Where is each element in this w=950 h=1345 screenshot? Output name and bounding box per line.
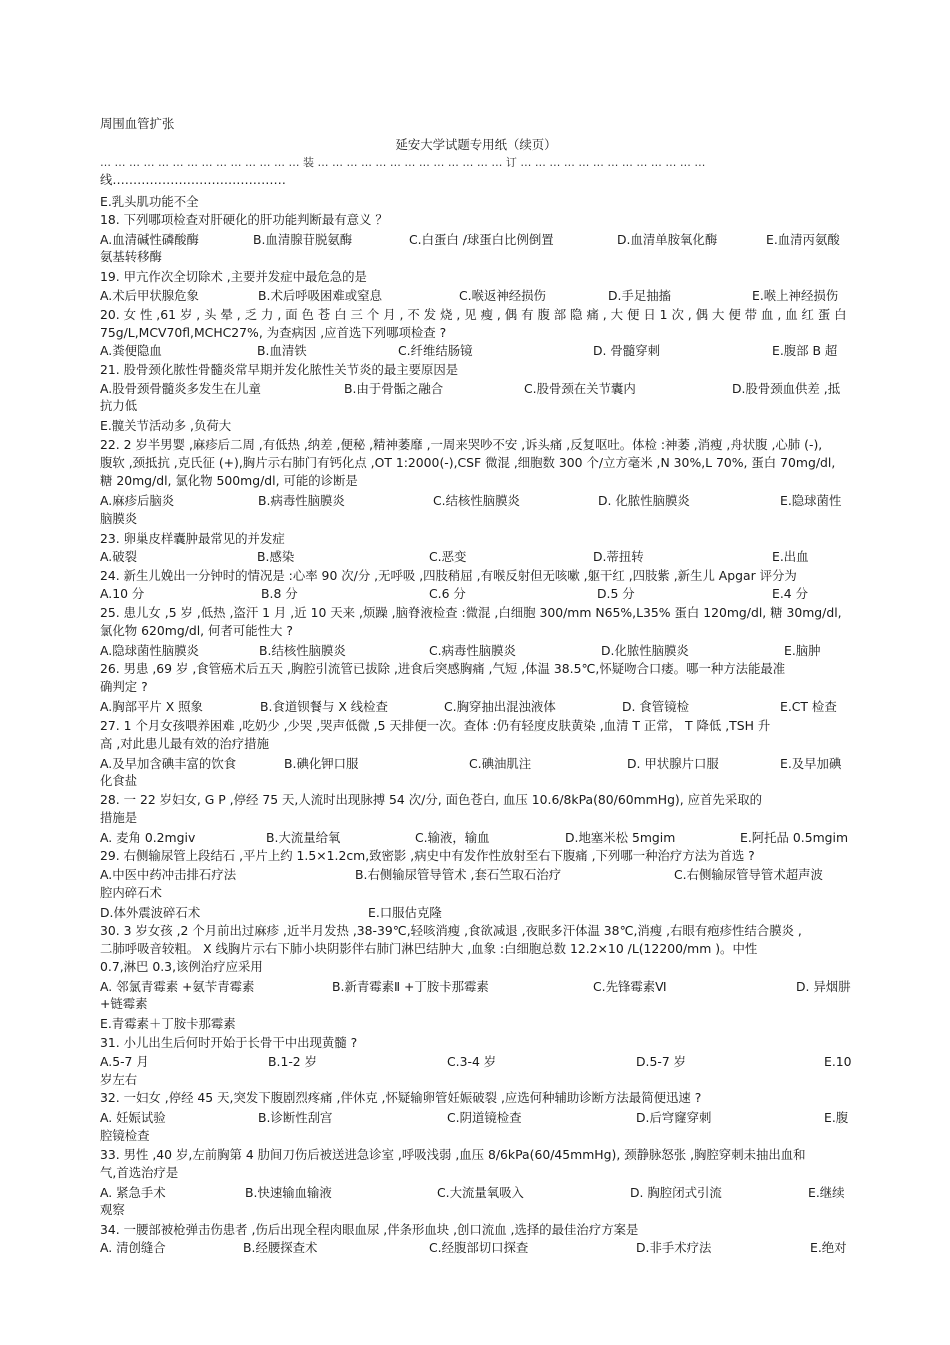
option: A.破裂	[100, 549, 137, 564]
option: C.股骨颈在关节囊内	[524, 381, 636, 396]
option: C.纤维结肠镜	[398, 343, 473, 358]
question-30: 30. 3 岁女孩 ,2 个月前出过麻疹 ,近半月发热 ,38-39℃,轻咳消瘦 ,食欲减退 ,夜眠多汗体温 38℃,消瘦 ,右眼有疱疹性结合膜炎 ,	[100, 923, 802, 938]
option: A. 邻氯青霉素 +氨苄青霉素	[100, 979, 255, 994]
option: B.1-2 岁	[268, 1054, 318, 1069]
text-line: E.髋关节活动多 ,负荷大	[100, 418, 232, 433]
question-20: 20. 女 性 ,61 岁 , 头 晕 , 乏 力 , 面 色 苍 白 三 个 月 , 不 发 烧 , 见 瘦 , 偶 有 腹 部 隐 痛 , 大 便 日 1 次 , 偶 大 便 带 血 , 血 红 蛋 白	[100, 307, 847, 322]
option: A.麻疹后脑炎	[100, 493, 175, 508]
option: B.快速输血输液	[245, 1185, 332, 1200]
option: D.5 分	[597, 586, 635, 601]
option: A. 清创缝合	[100, 1240, 166, 1255]
text-line: 脑膜炎	[100, 511, 138, 526]
question-32: 32. 一妇女 ,停经 45 天,突发下腹剧烈疼痛 ,伴休克 ,怀疑输卵管妊娠破裂 ,应选何种辅助诊断方法最简便迅速 ?	[100, 1090, 702, 1105]
text-line: 措施是	[100, 810, 138, 825]
option: C.碘油肌注	[469, 756, 532, 771]
text-line: 腔内碎石术	[100, 885, 162, 900]
option: E.腹	[824, 1110, 849, 1125]
text-line: 高 ,对此患儿最有效的治疗措施	[100, 736, 269, 751]
options-26	[100, 698, 852, 715]
option: E.CT 检查	[780, 699, 837, 714]
options-32	[100, 1109, 852, 1126]
option: D. 化脓性脑膜炎	[598, 493, 690, 508]
option: B.碘化钾口服	[284, 756, 359, 771]
question-31: 31. 小儿出生后何时开始于长骨干中出现黄髓 ?	[100, 1035, 358, 1050]
option: C.阴道镜检查	[447, 1110, 522, 1125]
options-24	[100, 585, 852, 602]
option: E.喉上神经损伤	[752, 288, 839, 303]
option: B.由于骨骺之融合	[344, 381, 444, 396]
option: E.血清丙氨酸	[766, 232, 840, 247]
options-29-line2	[100, 904, 852, 921]
option: A.5-7 月	[100, 1054, 149, 1069]
text-line: E.青霉素＋丁胺卡那霉素	[100, 1016, 236, 1031]
option: A.及早加含碘丰富的饮食	[100, 756, 237, 771]
text-line: 抗力低	[100, 398, 138, 413]
option: A.血清碱性磷酸酶	[100, 232, 199, 247]
option: E.腹部 B 超	[772, 343, 838, 358]
option: D. 甲状腺片口服	[627, 756, 719, 771]
option: D.化脓性脑膜炎	[601, 643, 689, 658]
option: D.体外震波碎石术	[100, 905, 201, 920]
option: A. 紧急手术	[100, 1185, 166, 1200]
option: B.新青霉素Ⅱ +丁胺卡那霉素	[332, 979, 489, 994]
option: C.喉返神经损伤	[459, 288, 546, 303]
option: D.血清单胺氧化酶	[617, 232, 718, 247]
option: D. 食管镜检	[622, 699, 689, 714]
option: A. 妊娠试验	[100, 1110, 166, 1125]
option: D.5-7 岁	[636, 1054, 687, 1069]
option: E.及早加碘	[780, 756, 842, 771]
option: C.3-4 岁	[447, 1054, 497, 1069]
option: D.后穹窿穿刺	[636, 1110, 712, 1125]
option: A.隐球菌性脑膜炎	[100, 643, 199, 658]
option: C.大流量氧吸入	[437, 1185, 524, 1200]
options-34	[100, 1239, 852, 1256]
option: D. 异烟肼	[796, 979, 851, 994]
text-line: 确判定 ?	[100, 679, 148, 694]
option: B.血清腺苷脱氨酶	[253, 232, 353, 247]
option: B.食道钡餐与 X 线检查	[260, 699, 388, 714]
option: C.经腹部切口探查	[429, 1240, 529, 1255]
question-28: 28. 一 22 岁妇女, G P ,停经 75 天,人流时出现脉搏 54 次/分, 面色苍白, 血压 10.6/8kPa(80/60mmHg), 应首先采取的	[100, 792, 762, 807]
text-line: 气,首选治疗是	[100, 1165, 179, 1180]
text-line: 氯化物 620mg/dl, 何者可能性大 ?	[100, 623, 293, 638]
text-line: 腔镜检查	[100, 1128, 150, 1143]
option: C.病毒性脑膜炎	[429, 643, 516, 658]
text-line: 线……………………………………	[100, 172, 286, 187]
options-29	[100, 866, 852, 883]
option: B.大流量给氧	[266, 830, 341, 845]
options-33	[100, 1184, 852, 1201]
text-line: 二肺呼吸音较粗。 X 线胸片示右下肺小块阴影伴右肺门淋巴结肿大 ,血象 :白细胞总数 12.2×10 /L(12200/mm )。中性	[100, 941, 758, 956]
options-21	[100, 380, 852, 397]
question-19: 19. 甲亢作次全切除术 ,主要并发症中最危急的是	[100, 269, 367, 284]
text-line: +链霉素	[100, 996, 148, 1011]
option: E.绝对	[810, 1240, 847, 1255]
binding-line: … … … … … … … … … … … … … … 装 … … … … … … … … … … … … … 订 … … … … … … … … … … … … …	[100, 156, 706, 169]
option: B.结核性脑膜炎	[259, 643, 346, 658]
question-22: 22. 2 岁半男婴 ,麻疹后二周 ,有低热 ,纳差 ,便秘 ,精神萎靡 ,一周来哭吵不安 ,诉头痛 ,反复呕吐。体检 :神萎 ,消瘦 ,舟状腹 ,心肺 (-),	[100, 437, 823, 452]
option: E.继续	[808, 1185, 845, 1200]
options-30	[100, 978, 852, 995]
question-21: 21. 股骨颈化脓性骨髓炎常早期并发化脓性关节炎的最主要原因是	[100, 362, 459, 377]
option: E.10	[824, 1054, 852, 1069]
option: A.10 分	[100, 586, 145, 601]
options-28	[100, 829, 852, 846]
option: B.血清铁	[257, 343, 307, 358]
option: D.股骨颈血供差 ,抵	[732, 381, 841, 396]
text-line: 氨基转移酶	[100, 249, 162, 264]
question-34: 34. 一腰部被枪弹击伤患者 ,伤后出现全程肉眼血尿 ,伴条形血块 ,创口流血 ,选择的最佳治疗方案是	[100, 1222, 639, 1237]
option: D.蒂扭转	[593, 549, 644, 564]
option: E.脑肿	[784, 643, 821, 658]
text-line: 0.7,淋巴 0.3,该例治疗应采用	[100, 959, 263, 974]
option: E.4 分	[772, 586, 808, 601]
option: E.出血	[772, 549, 809, 564]
question-26: 26. 男患 ,69 岁 ,食管癌术后五天 ,胸腔引流管已拔除 ,进食后突感胸痛 ,气短 ,体温 38.5℃,怀疑吻合口瘘。哪一种方法能最准	[100, 661, 786, 676]
option: B.经腰探查术	[243, 1240, 318, 1255]
options-20	[100, 342, 852, 359]
options-27	[100, 755, 852, 772]
text-line: 观察	[100, 1202, 125, 1217]
question-18: 18. 下列哪项检查对肝硬化的肝功能判断最有意义 ？	[100, 212, 388, 227]
text-line: 化食盐	[100, 773, 138, 788]
text-line: 岁左右	[100, 1072, 138, 1087]
option: C.结核性脑膜炎	[433, 493, 520, 508]
option: B.诊断性刮宫	[258, 1110, 333, 1125]
option: B.感染	[257, 549, 295, 564]
question-25: 25. 患儿女 ,5 岁 ,低热 ,盗汗 1 月 ,近 10 天来 ,烦躁 ,脑脊液检查 :微混 ,白细胞 300/mm N65%,L35% 蛋白 120mg/dl, 糖 30mg/dl,	[100, 605, 842, 620]
option: E.口服估克隆	[368, 905, 442, 920]
option: A.胸部平片 X 照象	[100, 699, 203, 714]
options-23	[100, 548, 852, 565]
option: C.6 分	[429, 586, 466, 601]
question-33: 33. 男性 ,40 岁,左前胸第 4 肋间刀伤后被送进急诊室 ,呼吸浅弱 ,血压 8/6kPa(60/45mmHg), 颈静脉怒张 ,胸腔穿刺未抽出血和	[100, 1147, 806, 1162]
option: A.中医中药冲击排石疗法	[100, 867, 237, 882]
option: A.股骨颈骨髓炎多发生在儿童	[100, 381, 261, 396]
option: D. 骨髓穿刺	[593, 343, 660, 358]
option: C.右侧输尿管导管术超声波	[674, 867, 823, 882]
text-line: 周围血管扩张	[100, 116, 175, 131]
question-24: 24. 新生儿娩出一分钟时的情况是 :心率 90 次/分 ,无呼吸 ,四肢稍屈 ,有喉反射但无咳嗽 ,躯干红 ,四肢紫 ,新生儿 Apgar 评分为	[100, 568, 797, 583]
option: B.8 分	[261, 586, 298, 601]
text-line: 糖 20mg/dl, 氯化物 500mg/dl, 可能的诊断是	[100, 473, 358, 488]
option: D.地塞米松 5mgim	[565, 830, 676, 845]
option: D. 胸腔闭式引流	[630, 1185, 722, 1200]
options-19	[100, 287, 852, 304]
option: D.非手术疗法	[636, 1240, 712, 1255]
options-31	[100, 1053, 852, 1070]
option: C.输液，输血	[415, 830, 490, 845]
option: A.粪便隐血	[100, 343, 162, 358]
option: C.先锋霉素Ⅵ	[593, 979, 667, 994]
option: B.病毒性脑膜炎	[258, 493, 345, 508]
option: C.恶变	[429, 549, 467, 564]
option: C.白蛋白 /球蛋白比例倒置	[409, 232, 554, 247]
options-25	[100, 642, 852, 659]
question-27: 27. 1 个月女孩喂养困难 ,吃奶少 ,少哭 ,哭声低微 ,5 天排便一次。查体 :仍有轻度皮肤黄染 ,血清 T 正常， T 降低 ,TSH 升	[100, 718, 771, 733]
text-line: 75g/L,MCV70fl,MCHC27%, 为查病因 ,应首选下列哪项检查 ?	[100, 325, 447, 340]
option: B.术后呼吸困难或窒息	[258, 288, 382, 303]
option: B.右侧输尿管导管术 ,套石竺取石治疗	[355, 867, 562, 882]
option: E.隐球菌性	[780, 493, 842, 508]
option: D.手足抽搐	[608, 288, 672, 303]
text-line: E.乳头肌功能不全	[100, 194, 199, 209]
text-line: 腹软 ,颈抵抗 ,克氏征 (+),胸片示右肺门有钙化点 ,OT 1:2000(-),CSF 微混 ,细胞数 300 个/立方毫米 ,N 30%,L 70%, 蛋白 70mg/dl,	[100, 455, 836, 470]
options-22	[100, 492, 852, 509]
option: E.阿托品 0.5mgim	[740, 830, 849, 845]
option: A. 麦角 0.2mgiv	[100, 830, 196, 845]
question-23: 23. 卵巢皮样囊肿最常见的并发症	[100, 531, 285, 546]
question-29: 29. 右侧输尿管上段结石 ,平片上约 1.5×1.2cm,致密影 ,病史中有发作性放射至右下腹痛 ,下列哪一种治疗方法为首选 ?	[100, 848, 755, 863]
options-18	[100, 231, 852, 248]
page-title: 延安大学试题专用纸（续页）	[395, 137, 557, 152]
option: C.胸穿抽出混浊液体	[444, 699, 556, 714]
option: A.术后甲状腺危象	[100, 288, 199, 303]
